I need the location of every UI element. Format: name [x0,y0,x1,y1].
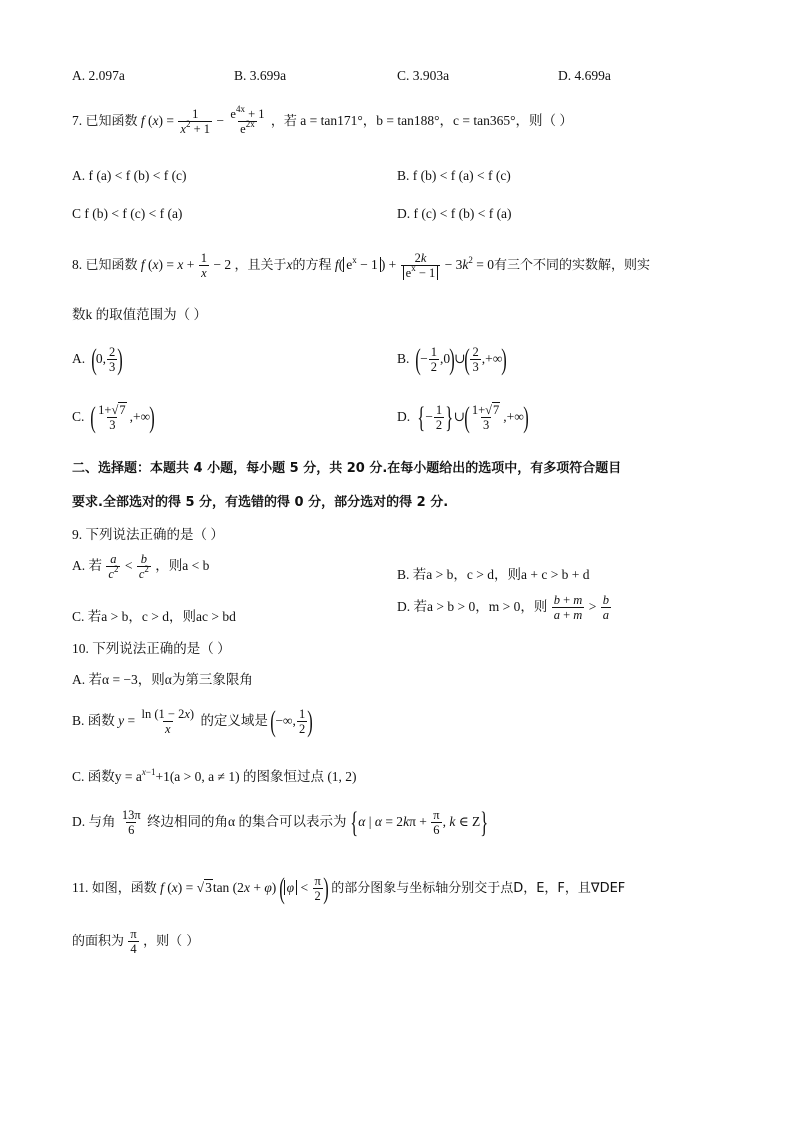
q10-option-a: A. 若α = −3，则α为第三象限角 [72,672,253,687]
q7-option-a: A. f (a) < f (b) < f (c) [72,168,187,183]
q10-option-d: D. 与角 $\frac{13\pi}{6}$ 终边相同的角α 的集合可以表示为 {α | α = 2kπ + $\frac{\pi}{6}$ , k ∈ Z} [72,806,489,839]
q9-stem: 9. 下列说法正确的是（ ） [72,527,224,542]
section-2-header-line2: 要求.全部选对的得 5 分，有选错的得 0 分，部分选对的得 2 分. [72,495,449,510]
q6-option-a: A. 2.097a [72,68,125,83]
q10-stem: 10. 下列说法正确的是（ ） [72,641,231,656]
q6-option-d: D. 4.699a [558,68,611,83]
q8-option-b: B. (− $\frac{1}{2}$ ,0)∪( $\frac{2}{3}$ ,+∞) [397,343,508,376]
q9-option-a: A. 若 $\frac{a}{c^2}$ < $\frac{b}{c^2}$ ，则a < b [72,552,210,582]
q8-stem-line2: 数k 的取值范围为（ ） [72,307,207,322]
q7-option-d: D. f (c) < f (b) < f (a) [397,206,512,221]
q11-stem-line2: 的面积为 $\frac{\pi}{4}$ ，则（ ） [72,927,200,957]
q7-stem: 7. 已知函数 f (x) = $\frac{1}{x^2 + 1}$ − $\frac{e^{4x} + 1}{e^{2x}}$ ，若 a = tan171°，b = tan188°，c = tan365°，则（ ） [72,104,573,137]
section-2-header: 二、选择题：本题共 4 小题，每小题 5 分，共 20 分.在每小题给出的选项中，有多项符合题目 [72,461,622,476]
q8-option-a: A. (0, $\frac{2}{3}$ ) [72,343,123,376]
q9-option-b: B. 若a > b，c > d，则a + c > b + d [397,567,590,582]
q9-option-d: D. 若a > b > 0，m > 0，则 $\frac{b + m}{a + m}$ > $\frac{b}{a}$ [397,593,609,623]
q7-option-c: C f (b) < f (c) < f (a) [72,206,183,221]
q10-option-b: B. 函数 y = $\frac{\ln (1 - 2x)}{x}$ 的定义域是 (−∞, $\frac{1}{2}$ ) [72,705,313,738]
q8-option-c: C. ( $\frac{1+√7}{3}$ ,+∞) [72,401,155,434]
q8-stem: 8. 已知函数 f (x) = x + $\frac{1}{x}$ − 2 ，且关于x的方程 f( $e^x - 1$ ) + $\frac{2k}{e^x - 1}$ − $3k^2 = 0$有三个不同的实数解，则实 [72,251,651,281]
q9-option-c: C. 若a > b，c > d，则ac > bd [72,609,236,624]
q6-option-c: C. 3.903a [397,68,450,83]
q7-option-b: B. f (b) < f (a) < f (c) [397,168,511,183]
q11-stem: 11. 如图，函数 f (x) = √3tan (2x + φ) ( φ < $\frac{\pi}{2}$ ) 的部分图象与坐标轴分别交于点D，E，F，且∇DEF [72,872,626,905]
q8-option-d: D. {− $\frac{1}{2}$ }∪( $\frac{1+√7}{3}$ ,+∞) [397,401,529,434]
q6-option-b: B. 3.699a [234,68,287,83]
q10-option-c: C. 函数$y = a^{x-1}+1(a > 0$, a ≠ 1) 的图象恒过点 (1, 2) [72,767,357,784]
